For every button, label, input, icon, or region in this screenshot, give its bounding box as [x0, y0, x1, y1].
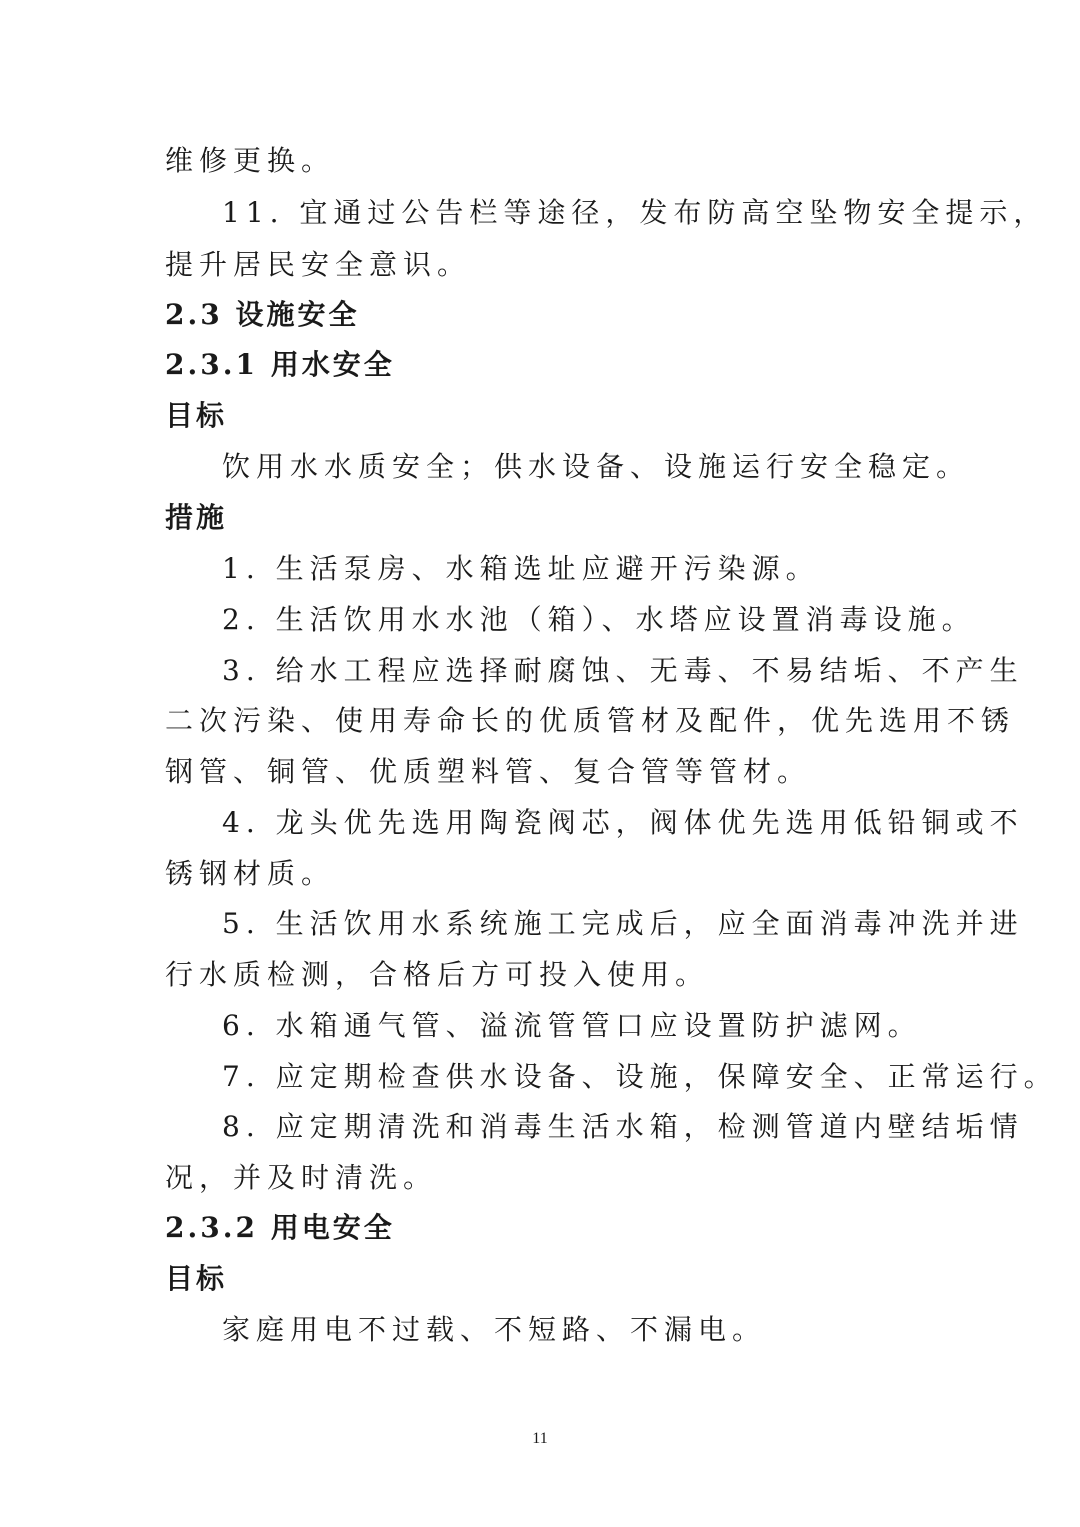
page-number: 11	[532, 1430, 548, 1447]
measure-item-11-cont: 提升居民安全意识。	[165, 248, 472, 281]
goal-heading: 目标	[165, 1262, 228, 1295]
measure-item-6: 6. 水箱通气管、溢流管管口应设置防护滤网。	[222, 1009, 922, 1042]
measure-item-4: 4. 龙头优先选用陶瓷阀芯，阀体优先选用低铅铜或不	[222, 806, 1024, 839]
measure-item-5-cont: 行水质检测，合格后方可投入使用。	[165, 958, 710, 991]
measure-item-3-cont: 钢管、铜管、优质塑料管、复合管等管材。	[165, 755, 812, 788]
measure-item-8-cont: 况，并及时清洗。	[165, 1161, 438, 1194]
goal-text: 家庭用电不过载、不短路、不漏电。	[222, 1313, 767, 1346]
measure-item-3: 3. 给水工程应选择耐腐蚀、无毒、不易结垢、不产生	[222, 654, 1024, 687]
measure-item-1: 1. 生活泵房、水箱选址应避开污染源。	[222, 552, 820, 585]
measure-item-4-cont: 锈钢材质。	[165, 857, 336, 890]
measure-item-7: 7. 应定期检查供水设备、设施，保障安全、正常运行。	[222, 1060, 1058, 1093]
measure-item-5: 5. 生活饮用水系统施工完成后，应全面消毒冲洗并进	[222, 907, 1024, 940]
paragraph-continuation: 维修更换。	[165, 144, 336, 177]
section-heading-2-3-2: 2.3.2 用电安全	[165, 1211, 395, 1244]
measure-item-11: 11. 宜通过公告栏等途径，发布防高空坠物安全提示，	[222, 196, 1048, 229]
measure-item-2: 2. 生活饮用水水池（箱）、水塔应设置消毒设施。	[222, 603, 976, 636]
measures-heading: 措施	[165, 501, 228, 534]
measure-item-3-cont: 二次污染、使用寿命长的优质管材及配件，优先选用不锈	[165, 704, 1016, 737]
measure-item-8: 8. 应定期清洗和消毒生活水箱，检测管道内壁结垢情	[222, 1110, 1024, 1143]
goal-heading: 目标	[165, 399, 228, 432]
section-heading-2-3: 2.3 设施安全	[165, 298, 360, 331]
section-heading-2-3-1: 2.3.1 用水安全	[165, 348, 395, 381]
goal-text: 饮用水水质安全；供水设备、设施运行安全稳定。	[222, 450, 971, 483]
